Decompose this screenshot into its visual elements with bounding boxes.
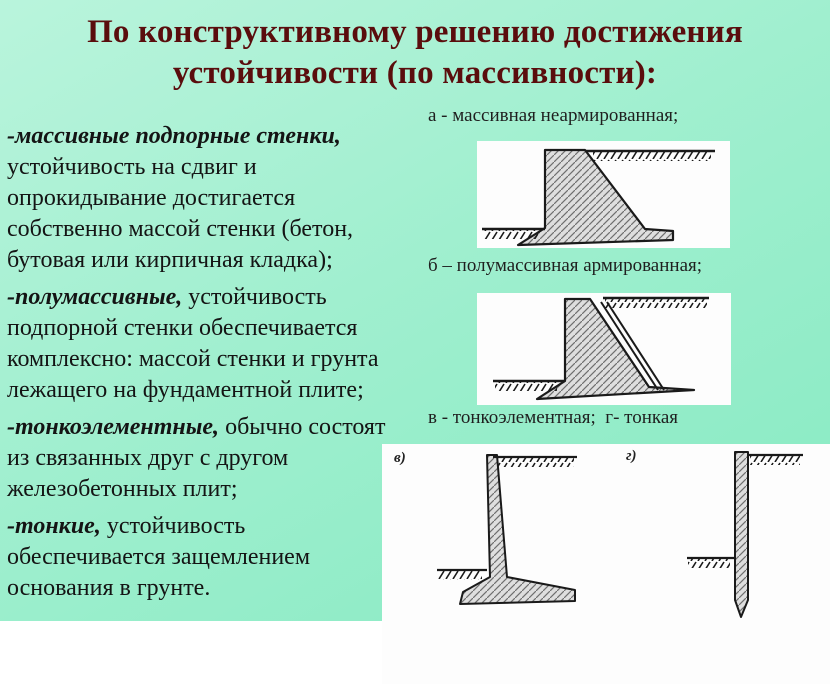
thin-walls-diagram-icon [382, 444, 830, 684]
semi-massive-wall-diagram-icon [477, 293, 731, 405]
figure-b [477, 293, 731, 405]
page-title [0, 12, 830, 94]
term-semi-massive: -полумассивные, [7, 284, 183, 310]
term-massive: -массивные подпорные стенки, [7, 123, 341, 149]
massive-wall-diagram-icon [477, 141, 730, 248]
title-line-2: устойчивости (по массивности): [172, 55, 658, 91]
title-line-1: По конструктивному решению достижения [87, 14, 743, 50]
sub-figure-label-g: г) [626, 448, 637, 464]
figure-a [477, 141, 730, 248]
term-thin-element: -тонкоэлементные, [7, 414, 220, 440]
definition-thin-element-body: обычно состоят из связанных друг с другом железобетонных плит; [7, 414, 386, 502]
definition-thin [7, 511, 409, 604]
definition-thin-element [7, 412, 409, 505]
definition-semi-massive-body: устойчивость подпорной стенки обеспечивается комплексно: массой стенки и грунта лежащего на фундаментной плите; [7, 284, 379, 403]
sub-figure-label-v: в) [394, 450, 406, 466]
definition-thin-body: устойчивость обеспечивается защемлением основания в грунте. [7, 513, 311, 601]
figure-caption-b: б – полумассивная армированная; [428, 255, 703, 276]
figure-caption-a: а - массивная неармированная; [428, 105, 679, 126]
term-thin: -тонкие, [7, 513, 101, 539]
figure-caption-v-g: в - тонкоэлементная; г- тонкая [428, 407, 678, 428]
figure-v-g [382, 444, 830, 684]
definition-semi-massive [7, 282, 409, 406]
definitions-text [7, 121, 409, 610]
definition-massive [7, 121, 409, 276]
definition-massive-body: устойчивость на сдвиг и опрокидывание достигается собственно массой стенки (бетон, бутовая или кирпичная кладка); [7, 154, 354, 273]
